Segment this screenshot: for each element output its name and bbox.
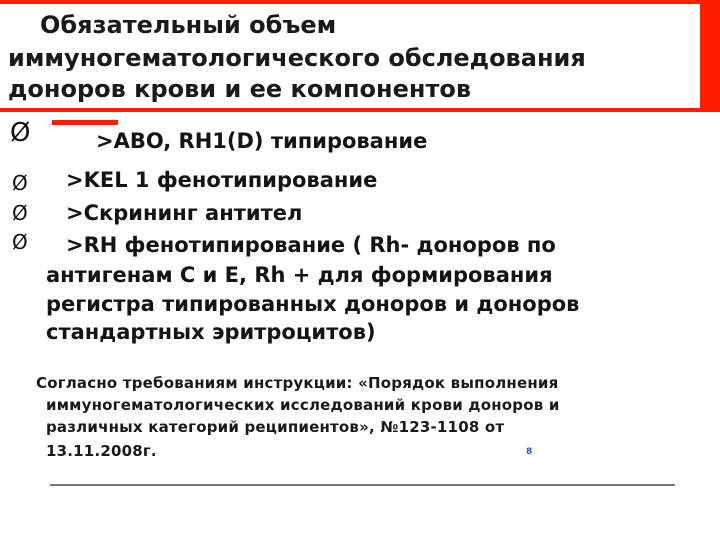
- bullet-rh-phenotyping-line-4: стандартных эритроцитов): [46, 320, 376, 344]
- accent-underline: [52, 120, 118, 125]
- bullet-rh-phenotyping-line-3: регистра типированных доноров и доноров: [46, 292, 580, 316]
- bullet-abo-typing: >ABO, RH1(D) типирование: [96, 129, 428, 153]
- reference-note-line-3: различных категорий реципиентов», №123-1108 от: [46, 418, 505, 436]
- page-number: 8: [526, 447, 533, 457]
- bullet-antibody-screening: >Скрининг антител: [66, 201, 303, 225]
- reference-note-line-4: 13.11.2008г.: [46, 442, 157, 460]
- arrow-bullet-icon: Ø: [12, 171, 28, 195]
- bullet-rh-phenotyping-line-1: >RH фенотипирование ( Rh- доноров по: [66, 233, 556, 257]
- reference-note-line-1: Согласно требованиям инструкции: «Порядок выполнения: [36, 374, 559, 392]
- reference-note-line-2: иммуногематологических исследований крови доноров и: [46, 396, 560, 414]
- page-title-line-1: Обязательный объем: [40, 11, 337, 39]
- arrow-bullet-icon: Ø: [12, 230, 28, 254]
- title-banner: [0, 0, 720, 112]
- bullet-kel-phenotyping: >KEL 1 фенотипирование: [66, 168, 378, 192]
- title-box: [0, 4, 700, 108]
- bullet-rh-phenotyping-line-2: антигенам С и Е, Rh + для формирования: [46, 263, 553, 287]
- page-title-line-3: доноров крови и ее компонентов: [8, 75, 472, 103]
- arrow-bullet-icon: Ø: [10, 118, 31, 148]
- page-title-line-2: иммуногематологического обследования: [8, 44, 586, 72]
- arrow-bullet-icon: Ø: [12, 201, 28, 225]
- footer-divider: [50, 484, 675, 486]
